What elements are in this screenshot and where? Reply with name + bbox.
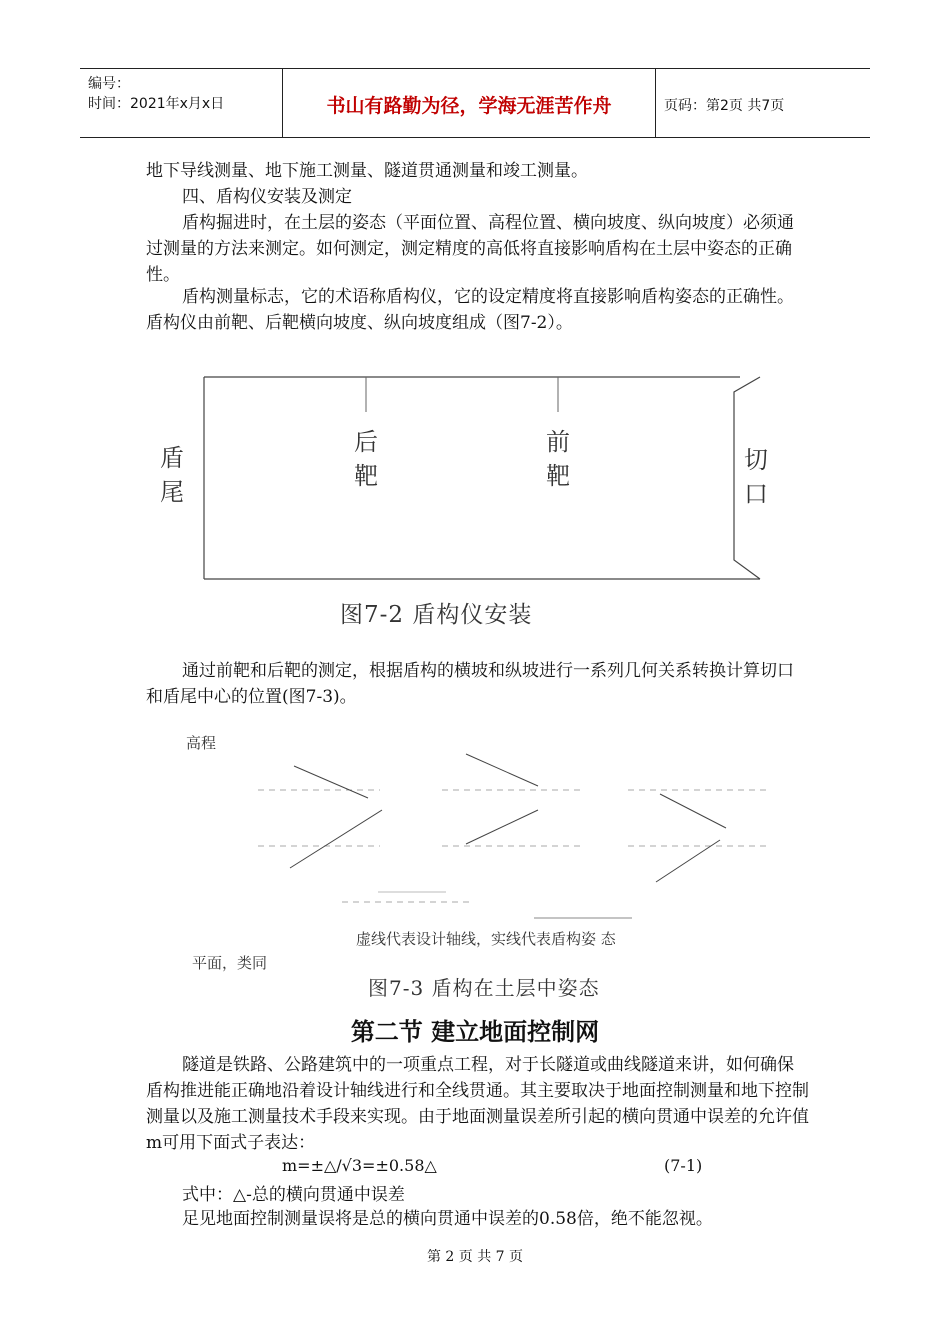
paragraph-3: 盾构掘进时，在土层的姿态（平面位置、高程位置、横向坡度、纵向坡度）必须通过测量的方法来测定。如何测定，测定精度的高低将直接影响盾构在土层中姿态的正确性。 (146, 213, 794, 285)
section-paragraph-3: 足见地面控制测量误将是总的横向贯通中误差的0.58倍，绝不能忽视。 (182, 1209, 713, 1229)
plan-label: 平面，类同 (192, 954, 268, 972)
label-shield-tail-2: 尾 (160, 478, 184, 506)
formula-number: (7-1) (664, 1156, 703, 1175)
subheading-shield-instrument: 四、盾构仪安装及测定 (182, 187, 352, 207)
label-cutter-1: 切 (744, 446, 768, 474)
figure-7-3-diagram (250, 748, 780, 920)
section-paragraph-2: 式中：△-总的横向贯通中误差 (182, 1185, 405, 1205)
elevation-label: 高程 (186, 734, 217, 752)
label-front-target-1: 前 (546, 428, 570, 456)
label-front-target-2: 靶 (546, 462, 570, 490)
paragraph-1: 地下导线测量、地下施工测量、隧道贯通测量和竣工测量。 (146, 161, 588, 181)
figure-7-3-caption: 图7-3 盾构在土层中姿态 (368, 976, 600, 1000)
label-rear-target-1: 后 (354, 428, 378, 456)
label-cutter-2: 口 (744, 480, 768, 508)
label-rear-target-2: 靶 (354, 462, 378, 490)
header-motto-cell (283, 69, 656, 137)
header-motto: 书山有路勤为径，学海无涯苦作舟 (326, 95, 612, 117)
header-page-number: 页码：第2页 共7页 (664, 98, 785, 114)
shield-attitude-1 (294, 766, 368, 798)
section-paragraph-1: 隧道是铁路、公路建筑中的一项重点工程，对于长隧道或曲线隧道来讲，如何确保盾构推进能正确地沿着设计轴线进行和全线贯通。其主要取决于地面控制测量和地下控制测量以及施工测量技术手段来实现。由于地面测量误差所引起的横向贯通中误差的允许值m可用下面式子表达： (146, 1055, 809, 1153)
figure-7-2-diagram (150, 370, 790, 590)
document-number: 编号： (88, 76, 130, 92)
figure-7-2-caption: 图7-2 盾构仪安装 (340, 602, 533, 628)
shield-attitude-4 (290, 810, 382, 868)
shield-attitude-3 (660, 794, 726, 828)
formula-7-1: m=±△/√3=±0.58△ (282, 1156, 437, 1175)
page-header (80, 68, 870, 138)
shield-attitude-2 (466, 754, 538, 786)
section-title: 第二节 建立地面控制网 (350, 1018, 600, 1046)
paragraph-5: 通过前靶和后靶的测定，根据盾构的横坡和纵坡进行一系列几何关系转换计算切口和盾尾中心的位置(图7-3)。 (146, 661, 794, 707)
page-footer: 第 2 页 共 7 页 (426, 1249, 524, 1265)
figure-7-3-note: 虚线代表设计轴线，实线代表盾构姿 态 (356, 930, 616, 948)
shield-attitude-5 (466, 810, 538, 844)
paragraph-4: 盾构测量标志，它的术语称盾构仪，它的设定精度将直接影响盾构姿态的正确性。盾构仪由前靶、后靶横向坡度、纵向坡度组成（图7-2）。 (146, 287, 794, 333)
header-meta-cell (80, 69, 283, 137)
header-page-cell (656, 69, 870, 137)
label-shield-tail-1: 盾 (160, 444, 184, 472)
document-date: 时间：2021年x月x日 (88, 96, 225, 112)
